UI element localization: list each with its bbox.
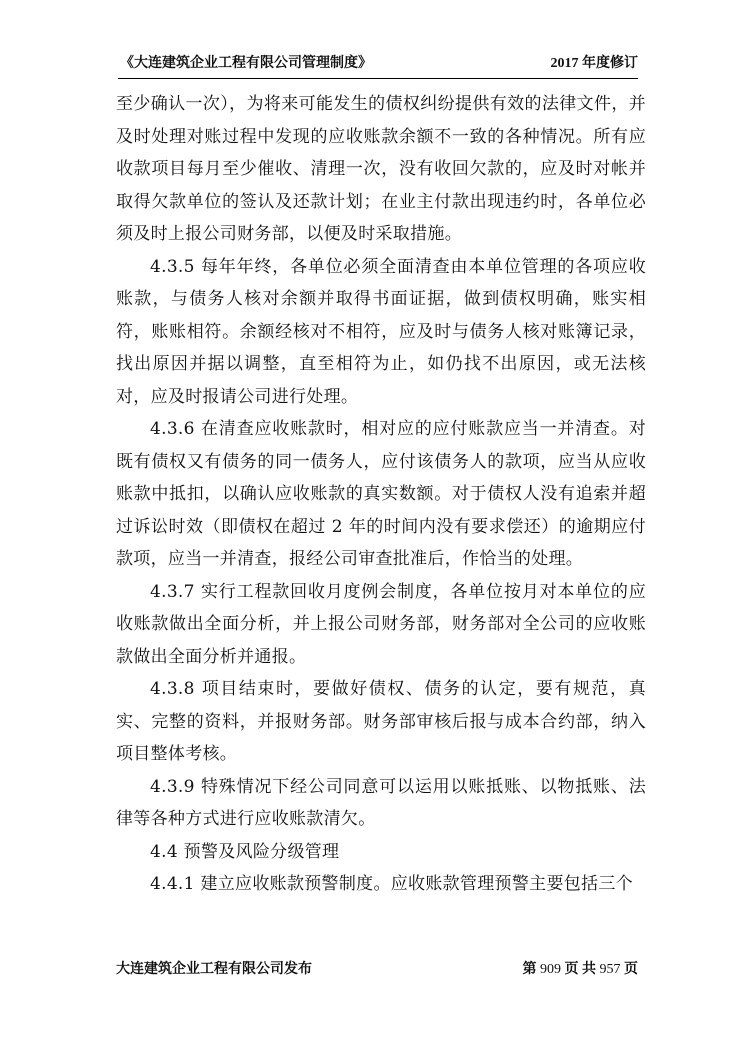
paragraph-4-4-1: 4.4.1 建立应收账款预警制度。应收账款管理预警主要包括三个	[150, 874, 633, 894]
publisher-label: 大连建筑企业工程有限公司发布	[116, 962, 312, 977]
paragraph-4-3-6: 4.3.6 在清查应收账款时，相对应的应付账款应当一并清查。对既有债权又有债务的同一债务人，应付该债务人的款项，应当从应收账款中抵扣，以确认应收账款的真实数额。对于债权人没有追索并超过诉讼时效（即债权在超过 2 年的时间内没有要求偿还）的逾期应付款项，应当一并清查，报经公司审查批准后，作恰当的处理。	[116, 419, 646, 569]
page-total: 957	[599, 962, 621, 977]
section-heading-4-4: 4.4 预警及风险分级管理	[150, 841, 340, 862]
paragraph-4-3-8: 4.3.8 项目结束时，要做好债权、债务的认定，要有规范，真实、完整的资料，并报财务部。财务部审核后报与成本合约部，纳入项目整体考核。	[116, 679, 646, 764]
document-body	[116, 88, 646, 901]
revision-label: 2017 年度修订	[550, 56, 638, 71]
page-suffix: 页	[624, 962, 638, 977]
page-middle: 页 共	[564, 962, 596, 977]
paragraph-4-3-9: 4.3.9 特殊情况下经公司同意可以运用以账抵账、以物抵账、法律等各种方式进行应收账款清欠。	[116, 776, 646, 829]
paragraph-4-3-5: 4.3.5 每年年终，各单位必须全面清查由本单位管理的各项应收账款，与债务人核对余额并取得书面证据，做到债权明确，账实相符，账账相符。余额经核对不相符，应及时与债务人核对账簿记录，找出原因并据以调整，直至相符为止，如仍找不出原因，或无法核对，应及时报请公司进行处理。	[116, 256, 646, 407]
page-header	[118, 50, 638, 79]
paragraph-continuation: 至少确认一次），为将来可能发生的债权纠纷提供有效的法律文件，并及时处理对账过程中发现的应收账款余额不一致的各种情况。所有应收款项目每月至少催收、清理一次，没有收回欠款的，应及时对帐并取得欠款单位的签认及还款计划；在业主付款出现违约时，各单位必须及时上报公司财务部，以便及时采取措施。	[116, 94, 646, 244]
page-number	[523, 958, 639, 978]
page-current: 909	[540, 962, 561, 977]
page-footer	[116, 958, 638, 982]
paragraph-4-3-7: 4.3.7 实行工程款回收月度例会制度，各单位按月对本单位的应收账款做出全面分析，并上报公司财务部，财务部对全公司的应收账款做出全面分析并通报。	[116, 581, 646, 667]
page-prefix: 第	[522, 962, 537, 977]
document-title: 《大连建筑企业工程有限公司管理制度》	[120, 56, 372, 71]
